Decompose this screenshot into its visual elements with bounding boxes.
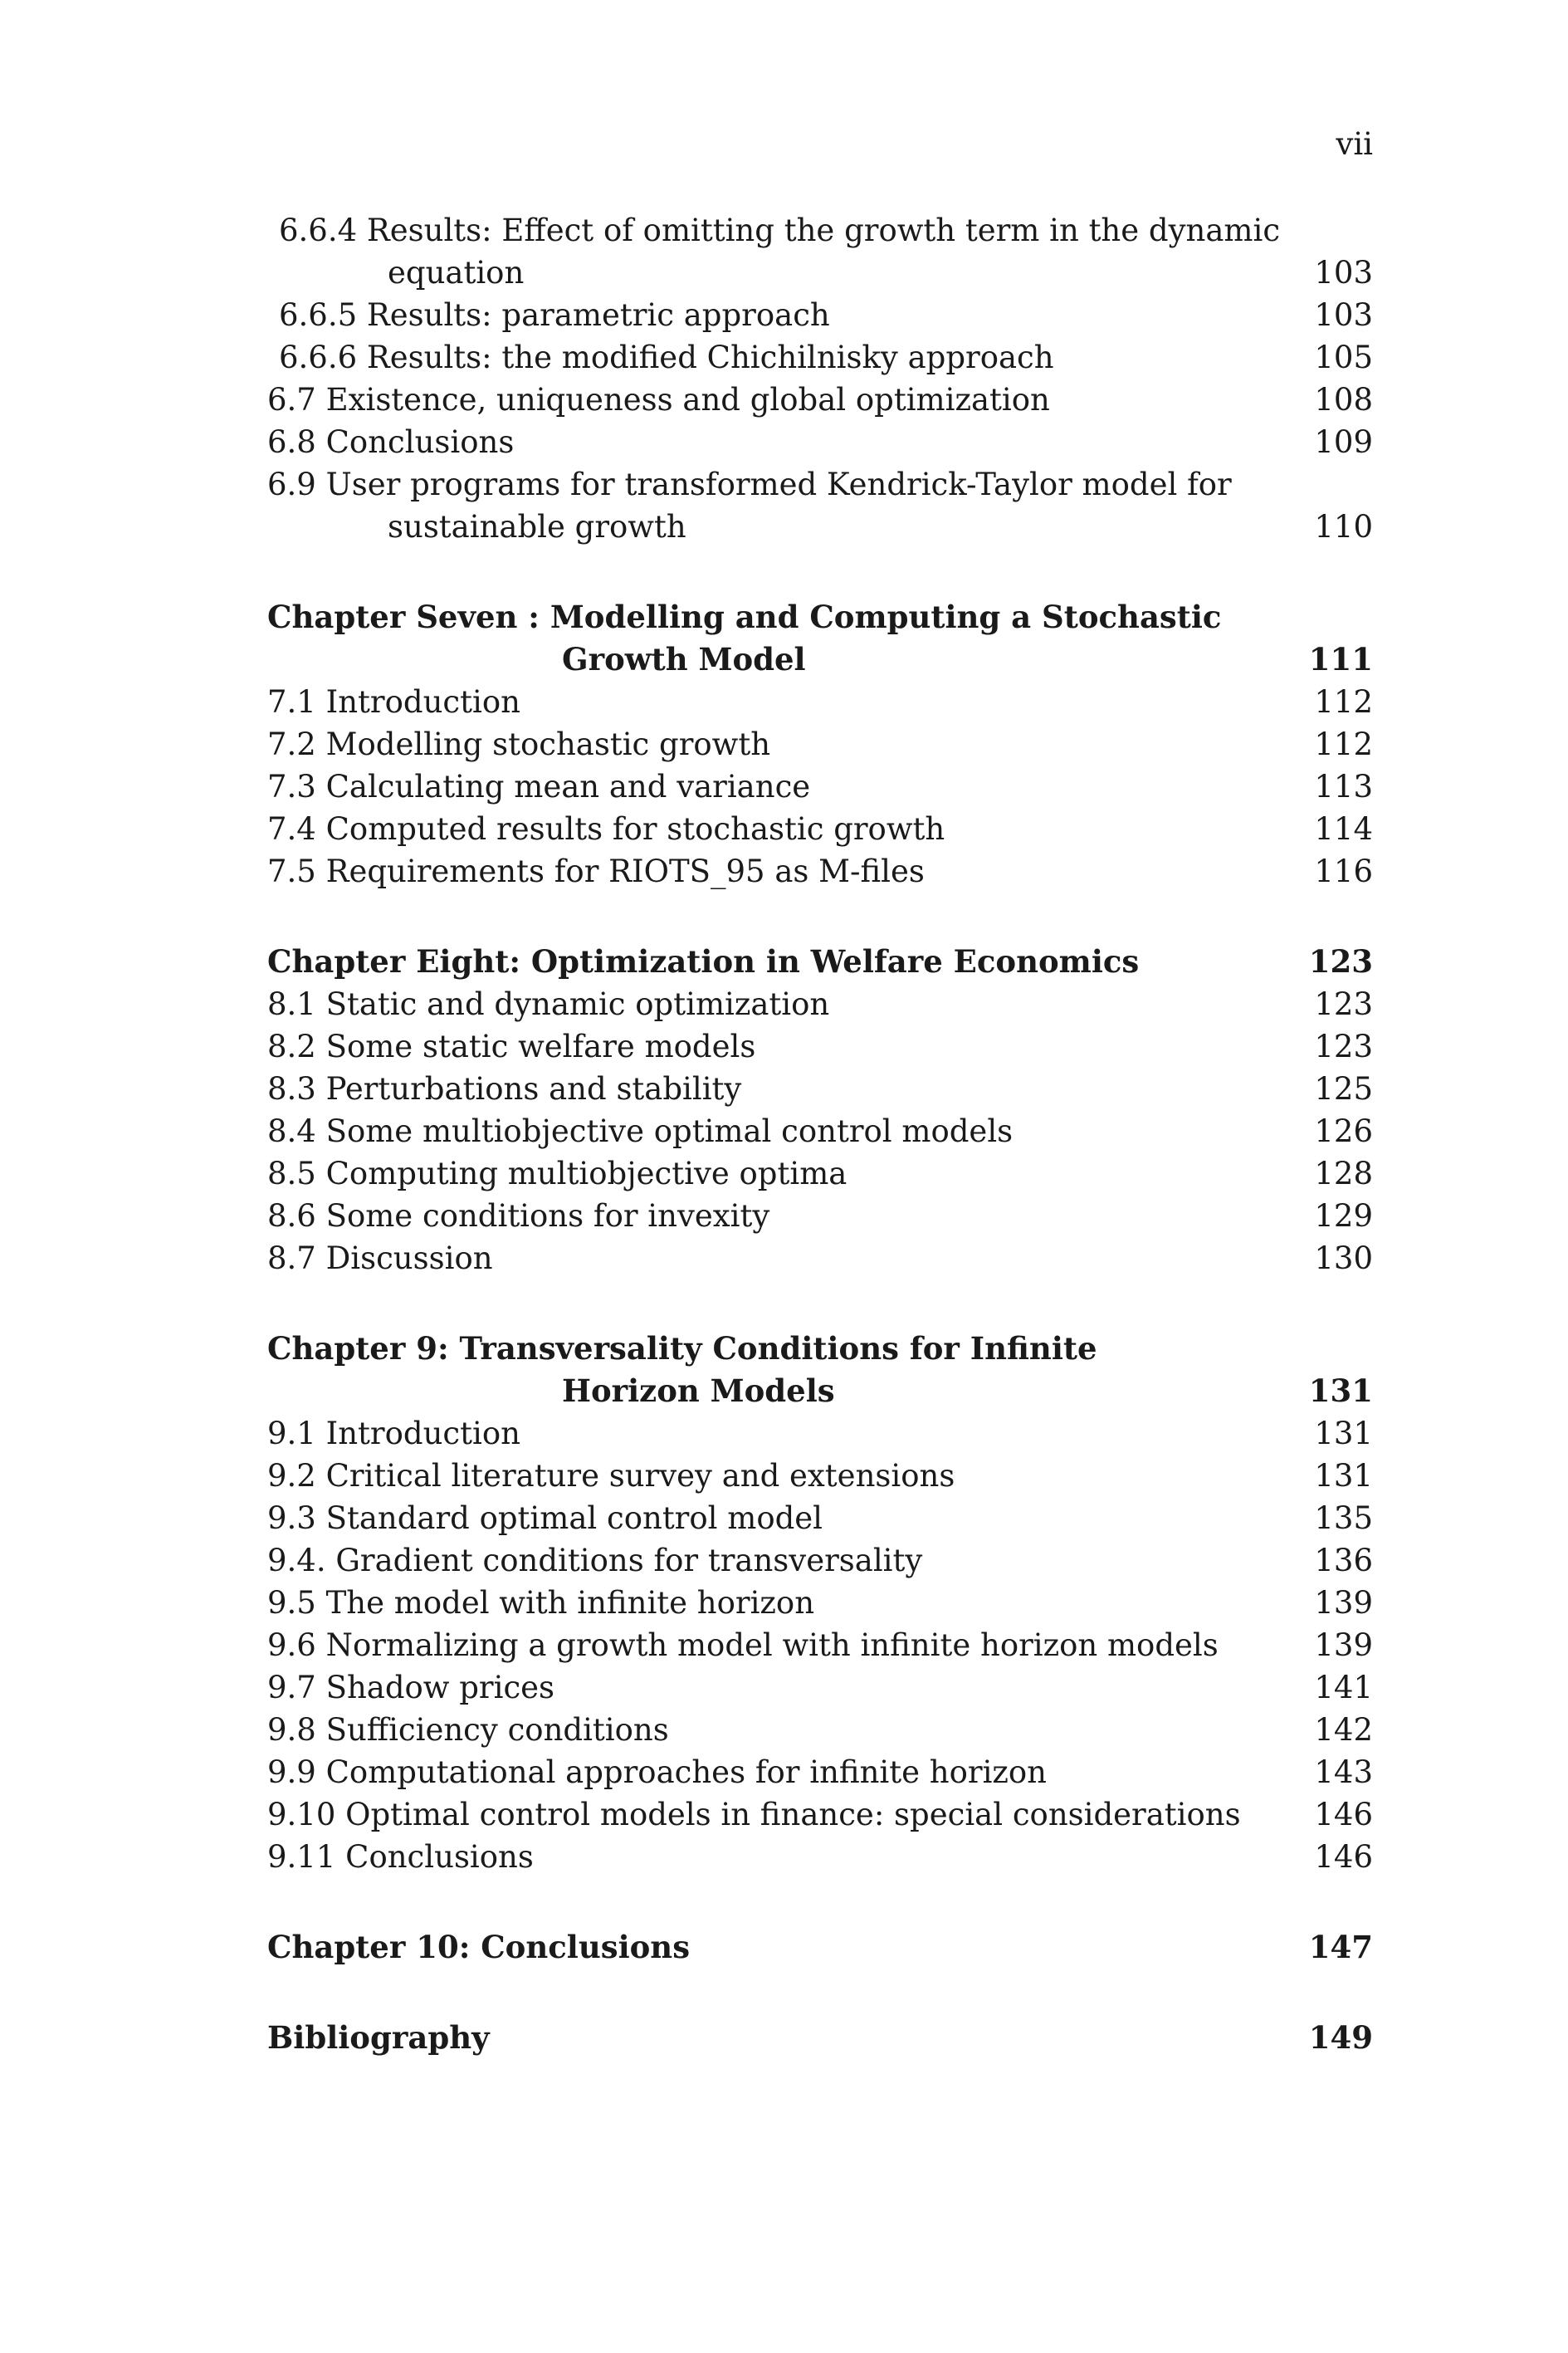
toc-entry-9-8[interactable] — [267, 1709, 1373, 1751]
toc-entry-8-2[interactable] — [267, 1025, 1373, 1068]
toc-entry-title: 6.9 User programs for transformed Kendrick-Taylor model for — [267, 467, 1232, 502]
toc-chapter-page: 149 — [1308, 2019, 1373, 2056]
toc-entry-9-3[interactable] — [267, 1497, 1373, 1539]
toc-entry-6-6-6[interactable] — [267, 336, 1373, 379]
toc-entry-title: 9.6 Normalizing a growth model with infinite horizon models — [267, 1627, 1219, 1663]
section-gap — [267, 1969, 1373, 2017]
toc-entry-8-7[interactable] — [267, 1237, 1373, 1279]
toc-entry-page: 129 — [1314, 1198, 1373, 1234]
toc-entry-page: 141 — [1314, 1670, 1373, 1705]
toc-entry-6-6-4-continued[interactable] — [267, 252, 1373, 294]
toc-entry-6-9-continued[interactable] — [267, 506, 1373, 548]
toc-entry-title: 8.7 Discussion — [267, 1240, 493, 1276]
toc-entry-page: 105 — [1314, 340, 1373, 375]
toc-entry-title: 6.8 Conclusions — [267, 424, 515, 460]
toc-entry-title: 7.3 Calculating mean and variance — [267, 769, 811, 805]
toc-chapter-page: 147 — [1308, 1929, 1373, 1965]
toc-entry-6-6-4[interactable] — [267, 209, 1373, 252]
toc-entry-title: 9.10 Optimal control models in finance: special considerations — [267, 1797, 1241, 1832]
toc-chapter-page: 131 — [1308, 1372, 1373, 1409]
toc-entry-page: 123 — [1314, 986, 1373, 1022]
toc-entry-6-9[interactable] — [267, 463, 1373, 506]
toc-entry-6-6-5[interactable] — [267, 294, 1373, 336]
table-of-contents — [267, 209, 1373, 2059]
section-gap — [267, 1279, 1373, 1328]
toc-entry-page: 110 — [1314, 509, 1373, 545]
toc-entry-title: 7.1 Introduction — [267, 684, 520, 720]
toc-entry-title: sustainable growth — [388, 509, 686, 545]
toc-entry-9-9[interactable] — [267, 1751, 1373, 1793]
toc-chapter-title: Chapter Seven : Modelling and Computing a Stochastic — [267, 599, 1222, 635]
toc-chapter-title: Growth Model — [562, 641, 806, 678]
toc-chapter-title: Chapter 10: Conclusions — [267, 1929, 691, 1965]
toc-bibliography[interactable] — [267, 2017, 1373, 2059]
toc-entry-title: 7.2 Modelling stochastic growth — [267, 726, 771, 762]
toc-entry-9-1[interactable] — [267, 1412, 1373, 1455]
toc-entry-page: 128 — [1314, 1156, 1373, 1191]
toc-entry-9-10[interactable] — [267, 1793, 1373, 1836]
toc-entry-title: 6.6.4 Results: Effect of omitting the growth term in the dynamic — [279, 213, 1281, 248]
toc-chapter-page: 123 — [1308, 943, 1373, 980]
toc-entry-page: 130 — [1314, 1240, 1373, 1276]
toc-entry-9-7[interactable] — [267, 1666, 1373, 1709]
toc-entry-title: 7.4 Computed results for stochastic growth — [267, 811, 945, 847]
toc-entry-9-4[interactable] — [267, 1539, 1373, 1582]
toc-entry-page: 126 — [1314, 1113, 1373, 1149]
toc-entry-title: 8.3 Perturbations and stability — [267, 1071, 742, 1107]
toc-entry-6-8[interactable] — [267, 421, 1373, 463]
toc-entry-title: 6.7 Existence, uniqueness and global optimization — [267, 382, 1050, 418]
toc-entry-page: 142 — [1314, 1712, 1373, 1748]
toc-entry-title: 6.6.6 Results: the modified Chichilnisky approach — [279, 340, 1054, 375]
toc-entry-page: 139 — [1314, 1627, 1373, 1663]
toc-entry-8-5[interactable] — [267, 1152, 1373, 1195]
toc-entry-title: 8.2 Some static welfare models — [267, 1029, 756, 1064]
toc-entry-title: 9.11 Conclusions — [267, 1839, 534, 1875]
toc-entry-page: 108 — [1314, 382, 1373, 418]
toc-entry-title: 6.6.5 Results: parametric approach — [279, 297, 830, 333]
toc-chapter-title: Chapter Eight: Optimization in Welfare Economics — [267, 943, 1140, 980]
toc-entry-page: 116 — [1314, 854, 1373, 889]
toc-entry-page: 139 — [1314, 1585, 1373, 1621]
toc-entry-page: 146 — [1314, 1839, 1373, 1875]
toc-entry-7-4[interactable] — [267, 808, 1373, 850]
toc-entry-title: equation — [388, 255, 525, 291]
toc-entry-title: 9.5 The model with infinite horizon — [267, 1585, 815, 1621]
toc-chapter-nine-continued[interactable] — [267, 1370, 1373, 1412]
toc-entry-title: 9.2 Critical literature survey and extensions — [267, 1458, 955, 1494]
toc-entry-title: 8.6 Some conditions for invexity — [267, 1198, 770, 1234]
toc-entry-page: 112 — [1314, 726, 1373, 762]
toc-chapter-nine[interactable] — [267, 1328, 1373, 1370]
section-gap — [267, 893, 1373, 941]
toc-entry-title: 9.3 Standard optimal control model — [267, 1500, 823, 1536]
toc-entry-page: 131 — [1314, 1458, 1373, 1494]
toc-entry-9-5[interactable] — [267, 1582, 1373, 1624]
toc-entry-title: 9.9 Computational approaches for infinite horizon — [267, 1754, 1048, 1790]
toc-entry-7-5[interactable] — [267, 850, 1373, 893]
toc-chapter-title: Chapter 9: Transversality Conditions for Infinite — [267, 1330, 1097, 1367]
toc-chapter-title: Bibliography — [267, 2019, 490, 2056]
toc-entry-7-1[interactable] — [267, 681, 1373, 723]
toc-entry-title: 9.1 Introduction — [267, 1416, 520, 1451]
toc-entry-title: 7.5 Requirements for RIOTS_95 as M-files — [267, 854, 925, 889]
toc-entry-7-3[interactable] — [267, 766, 1373, 808]
toc-entry-page: 131 — [1314, 1416, 1373, 1451]
section-gap — [267, 1878, 1373, 1926]
toc-entry-8-3[interactable] — [267, 1068, 1373, 1110]
toc-entry-title: 9.4. Gradient conditions for transversality — [267, 1543, 923, 1578]
toc-entry-8-1[interactable] — [267, 983, 1373, 1025]
toc-entry-page: 112 — [1314, 684, 1373, 720]
toc-chapter-ten[interactable] — [267, 1926, 1373, 1969]
toc-entry-8-4[interactable] — [267, 1110, 1373, 1152]
toc-entry-page: 103 — [1314, 255, 1373, 291]
toc-entry-page: 143 — [1314, 1754, 1373, 1790]
toc-chapter-seven[interactable] — [267, 596, 1373, 638]
toc-entry-page: 123 — [1314, 1029, 1373, 1064]
toc-entry-page: 109 — [1314, 424, 1373, 460]
section-gap — [267, 548, 1373, 596]
toc-chapter-title: Horizon Models — [562, 1372, 835, 1409]
toc-entry-title: 8.1 Static and dynamic optimization — [267, 986, 830, 1022]
toc-entry-page: 103 — [1314, 297, 1373, 333]
toc-entry-page: 125 — [1314, 1071, 1373, 1107]
toc-entry-page: 114 — [1314, 811, 1373, 847]
toc-entry-9-11[interactable] — [267, 1836, 1373, 1878]
toc-entry-7-2[interactable] — [267, 723, 1373, 766]
toc-entry-page: 136 — [1314, 1543, 1373, 1578]
toc-entry-page: 113 — [1314, 769, 1373, 805]
toc-entry-title: 8.4 Some multiobjective optimal control models — [267, 1113, 1014, 1149]
toc-entry-page: 135 — [1314, 1500, 1373, 1536]
page-number: vii — [1336, 126, 1373, 162]
toc-entry-page: 146 — [1314, 1797, 1373, 1832]
toc-chapter-page: 111 — [1308, 641, 1373, 678]
toc-entry-title: 8.5 Computing multiobjective optima — [267, 1156, 848, 1191]
toc-entry-title: 9.7 Shadow prices — [267, 1670, 555, 1705]
toc-chapter-eight[interactable] — [267, 941, 1373, 983]
toc-entry-9-6[interactable] — [267, 1624, 1373, 1666]
toc-entry-title: 9.8 Sufficiency conditions — [267, 1712, 669, 1748]
toc-entry-8-6[interactable] — [267, 1195, 1373, 1237]
toc-chapter-seven-continued[interactable] — [267, 638, 1373, 681]
toc-entry-6-7[interactable] — [267, 379, 1373, 421]
toc-entry-9-2[interactable] — [267, 1455, 1373, 1497]
